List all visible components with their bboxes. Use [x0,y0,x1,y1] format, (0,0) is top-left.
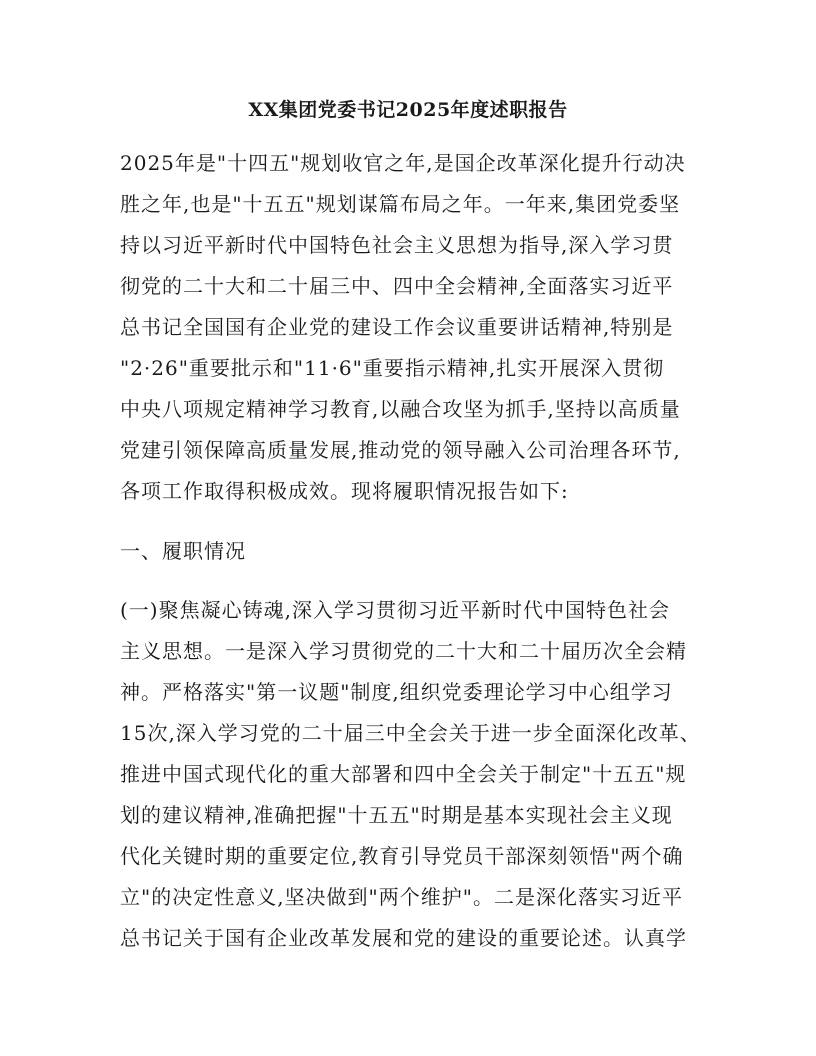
body-line-5: 总书记全国国有企业党的建设工作会议重要讲话精神,特别是 [120,315,674,339]
body-line-4: 彻党的二十大和二十届三中、四中全会精神,全面落实习近平 [120,274,674,298]
body-line-7: 中央八项规定精神学习教育,以融合攻坚为抓手,坚持以高质量 [120,397,681,421]
body-line-16: 代化关键时期的重要定位,教育引导党员干部深刻领悟"两个确 [120,844,684,868]
body-line-3: 持以习近平新时代中国特色社会主义思想为指导,深入学习贯 [120,233,674,257]
body-line-10: (一)聚焦凝心铸魂,深入学习贯彻习近平新时代中国特色社会 [120,598,670,622]
body-line-1: 2025年是"十四五"规划收官之年,是国企改革深化提升行动决 [120,151,686,175]
body-line-2: 胜之年,也是"十五五"规划谋篇布局之年。一年来,集团党委坚 [120,192,681,216]
body-line-13: 15次,深入学习党的二十届三中全会关于进一步全面深化改革、 [120,721,701,745]
body-line-9: 各项工作取得积极成效。现将履职情况报告如下: [120,479,569,503]
body-line-6: "2·26"重要批示和"11·6"重要指示精神,扎实开展深入贯彻 [120,356,665,380]
body-line-15: 划的建议精神,准确把握"十五五"时期是基本实现社会主义现 [120,803,673,827]
body-line-11: 主义思想。一是深入学习贯彻党的二十大和二十届历次全会精 [120,639,687,663]
body-line-8: 党建引领保障高质量发展,推动党的领导融入公司治理各环节, [120,438,681,462]
body-line-18: 总书记关于国有企业改革发展和党的建设的重要论述。认真学 [120,926,687,950]
body-line-14: 推进中国式现代化的重大部署和四中全会关于制定"十五五"规 [120,762,687,786]
document-title: XX集团党委书记2025年度述职报告 [248,99,568,121]
body-line-17: 立"的决定性意义,坚决做到"两个维护"。二是深化落实习近平 [120,885,683,909]
section-heading: 一、履职情况 [120,539,246,563]
body-line-12: 神。严格落实"第一议题"制度,组织党委理论学习中心组学习 [120,680,673,704]
